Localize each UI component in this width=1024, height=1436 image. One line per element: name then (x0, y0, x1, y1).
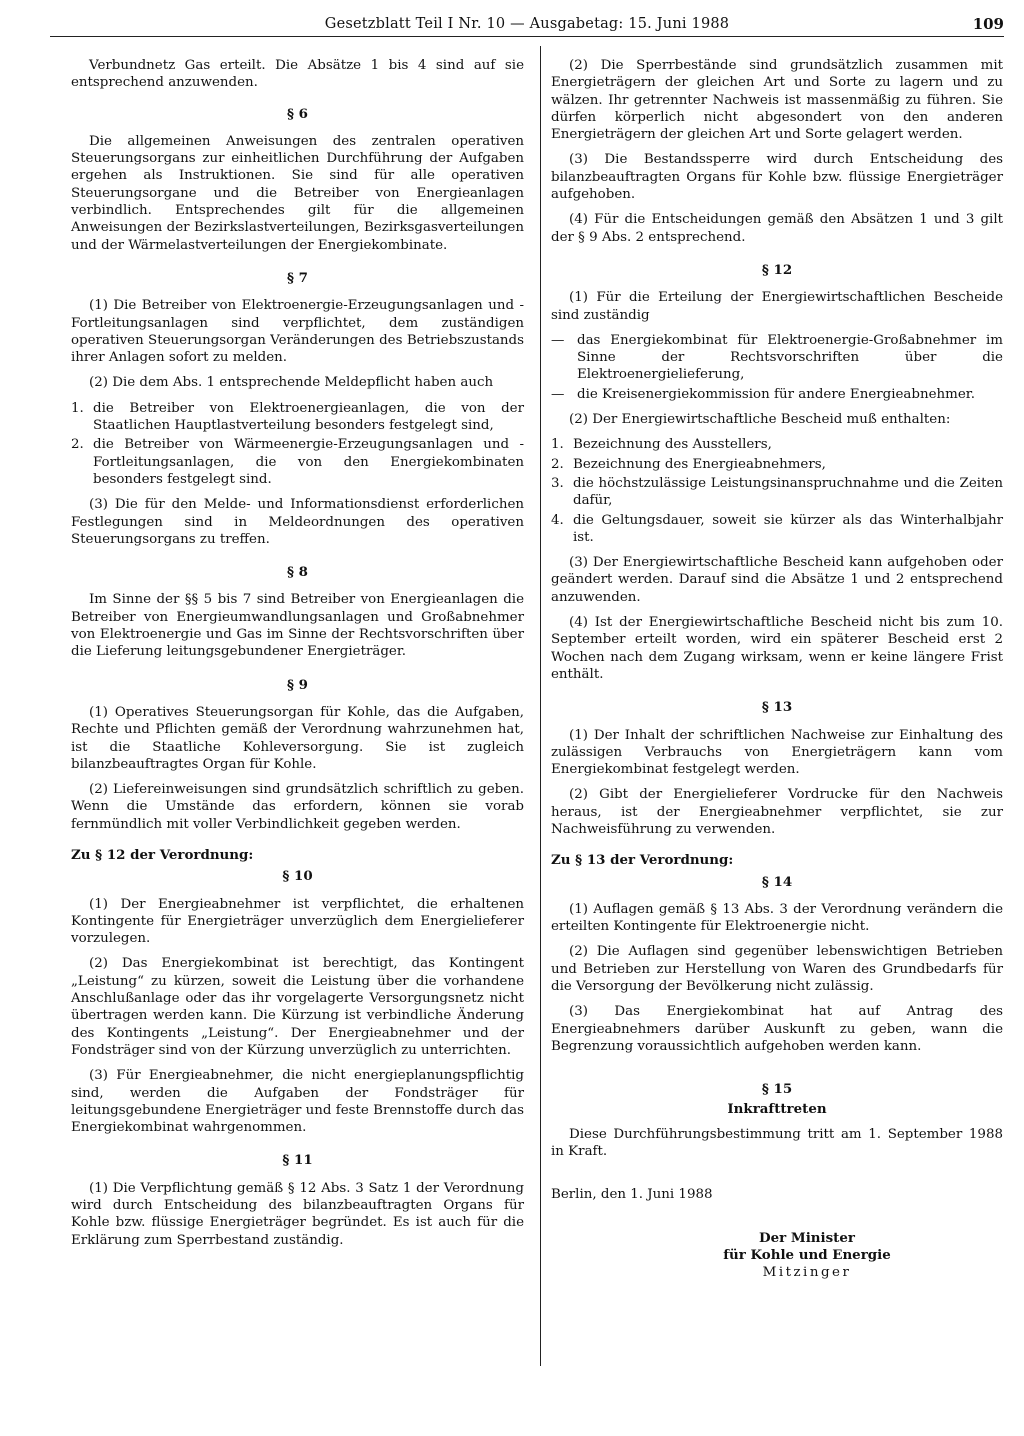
paragraph: (3) Das Energiekombinat hat auf Antrag des Energieabnehmers darüber Auskunft zu geben, wann die Begrenzung voraussichtlich aufgehoben werden kann. (551, 1004, 1003, 1054)
paragraph: (2) Liefereinweisungen sind grundsätzlich schriftlich zu geben. Wenn die Umstände das erfordern, können sie vorab fernmündlich mit voller Verbindlichkeit gegeben werden. (71, 782, 524, 832)
list-item (71, 400, 524, 435)
paragraph: (2) Die Auflagen sind gegenüber lebenswichtigen Betrieben und Betrieben zur Herstellung von Waren des Grundbedarfs für die Versorgung der Bevölkerung nicht zulässig. (551, 944, 1003, 995)
paragraph: Im Sinne der §§ 5 bis 7 sind Betreiber von Energieanlagen die Betreiber von Energieumwandlungsanlagen und Großabnehmer von Elektroenergie und Gas im Sinne der Rechtsvorschriften über die Lieferung leitungsgebundener Energieträger. (71, 592, 524, 660)
list-number: 1. (551, 437, 564, 453)
header-rule (50, 36, 1004, 37)
place-and-date: Berlin, den 1. Juni 1988 (551, 1187, 713, 1203)
dash-marker: — (551, 386, 565, 402)
carry-over-paragraph: Verbundnetz Gas erteilt. Die Absätze 1 bis 4 sind auf sie entsprechend anzuwenden. (71, 58, 524, 91)
paragraph: (3) Für Energieabnehmer, die nicht energieplanungspflichtig sind, werden die Aufgaben der Fondsträger für leitungsgebundene Energieträger und feste Brennstoffe durch das Energiekombinat wahrgenommen. (71, 1068, 524, 1136)
paragraph: (3) Die für den Melde- und Informationsdienst erforderlichen Festlegungen sind in Meldeordnungen des operativen Steuerungsorgans zu treffen. (71, 497, 524, 547)
signatory-title: Der Minister (759, 1229, 855, 1246)
section-heading-12: § 12 (761, 261, 793, 278)
section-heading-10: § 10 (282, 868, 313, 885)
gazette-title: Gesetzblatt Teil I Nr. 10 — Ausgabetag: 15. Juni 1988 (324, 16, 730, 32)
section-heading-14: § 14 (761, 873, 793, 890)
paragraph: (1) Die Verpflichtung gemäß § 12 Abs. 3 Satz 1 der Verordnung wird durch Entscheidung des bilanzbeauftragten Organs für Kohle bzw. flüssige Energieträger begründet. Es ist auch für die Erklärung zum Sperrbestand zuständig. (71, 1180, 524, 1248)
paragraph: (2) Gibt der Energielieferer Vordrucke für den Nachweis heraus, ist der Energieabnehmer verpflichtet, sie zur Nachweisführung zu verwenden. (551, 787, 1003, 837)
paragraph: (1) Der Energieabnehmer ist verpflichtet, die erhaltenen Kontingente für Energieträger unverzüglich dem Energielieferer vorzulegen. (71, 896, 524, 947)
paragraph: (3) Der Energiewirtschaftliche Bescheid kann aufgehoben oder geändert werden. Darauf sind die Absätze 1 und 2 entsprechend anzuwenden. (551, 555, 1003, 605)
list-text: die Geltungsdauer, soweit sie kürzer als das Winterhalbjahr ist. (573, 512, 1003, 545)
section-heading-8: § 8 (287, 564, 308, 581)
section-heading-9: § 9 (287, 676, 308, 693)
dash-marker: — (551, 332, 565, 348)
paragraph: Die allgemeinen Anweisungen des zentralen operativen Steuerungsorgans zur einheitlichen Durchführung der Aufgaben ergehen als Instruktionen. Sie sind für alle operativen Steuerungsorgane und die Betreiber von Energieanlagen verbindlich. Entsprechendes gilt für die allgemeinen Anweisungen der Bezirkslastverteilungen, Bezirksgasverteilungen und der Wärmelastverteilungen der Energiekombinate. (71, 133, 524, 253)
list-number: 4. (551, 512, 564, 528)
signatory-ministry: für Kohle und Energie (723, 1247, 891, 1264)
subheading-zu-13: Zu § 13 der Verordnung: (551, 852, 734, 869)
dash-text: die Kreisenergiekommission für andere Energieabnehmer. (577, 386, 975, 402)
section-heading-11: § 11 (282, 1152, 313, 1169)
paragraph: (4) Für die Entscheidungen gemäß den Absätzen 1 und 3 gilt der § 9 Abs. 2 entsprechend. (551, 212, 1003, 245)
list-item (71, 436, 524, 488)
list-text: die Betreiber von Elektroenergieanlagen, die von der Staatlichen Hauptlastverteilung besonders festgelegt sind, (93, 400, 524, 434)
list-text: die höchstzulässige Leistungsinanspruchnahme und die Zeiten dafür, (573, 475, 1003, 509)
list-text: die Betreiber von Wärmeenergie-Erzeugungsanlagen und -Fortleitungsanlagen, die von den Energiekombinaten besonders festgelegt sind. (93, 437, 524, 487)
paragraph: (3) Die Bestandssperre wird durch Entscheidung des bilanzbeauftragten Organs für Kohle bzw. flüssige Energieträger aufgehoben. (551, 152, 1003, 203)
list-text: Bezeichnung des Energieabnehmers, (573, 456, 826, 472)
page-header (50, 14, 1004, 40)
list-number: 1. (71, 400, 84, 416)
paragraph: (2) Die dem Abs. 1 entsprechende Meldepflicht haben auch (89, 375, 494, 391)
signature-block (611, 1230, 1003, 1282)
paragraph: (2) Der Energiewirtschaftliche Bescheid muß enthalten: (569, 412, 951, 428)
left-column (71, 57, 524, 1257)
section-title-inkrafttreten: Inkrafttreten (727, 1100, 827, 1117)
list-text: Bezeichnung des Ausstellers, (573, 437, 772, 453)
paragraph: (1) Der Inhalt der schriftlichen Nachweise zur Einhaltung des zulässigen Verbrauchs von Energieträgern kann vom Energiekombinat festgelegt werden. (551, 727, 1003, 778)
paragraph: Diese Durchführungsbestimmung tritt am 1. September 1988 in Kraft. (551, 1126, 1003, 1160)
list-item (551, 436, 1003, 453)
list-number: 3. (551, 475, 564, 491)
column-divider (540, 46, 541, 1366)
dash-text: das Energiekombinat für Elektroenergie-Großabnehmer im Sinne der Rechtsvorschriften über die Elektroenergielieferung, (577, 332, 1003, 383)
list-item (551, 475, 1003, 510)
paragraph: (1) Die Betreiber von Elektroenergie-Erzeugungsanlagen und -Fortleitungsanlagen sind verpflichtet, dem zuständigen operativen Steuerungsorgan Veränderungen des Betriebszustands ihrer Anlagen sofort zu melden. (71, 298, 524, 366)
paragraph: (1) Für die Erteilung der Energiewirtschaftlichen Bescheide sind zuständig (551, 290, 1003, 323)
paragraph: (2) Die Sperrbestände sind grundsätzlich zusammen mit Energieträgern der gleichen Art und Sorte zu lagern und zu wälzen. Ihr getrennter Nachweis ist massenmäßig zu führen. Sie dürfen körperlich nicht abgesondert von den anderen Energieträgern der gleichen Art und Sorte gelagert werden. (551, 58, 1003, 143)
paragraph: (2) Das Energiekombinat ist berechtigt, das Kontingent „Leistung“ zu kürzen, soweit die Leistung über die vorhandene Anschlußanlage oder das ihr vorgelagerte Versorgungsnetz nicht übertragen werden kann. Die Kürzung ist verbindliche Änderung des Kontingents „Leistung“. Der Energieabnehmer und der Fondsträger sind von der Kürzung unverzüglich zu unterrichten. (71, 956, 524, 1058)
list-number: 2. (551, 456, 564, 472)
list-item (551, 512, 1003, 547)
dash-item (551, 386, 1003, 403)
list-number: 2. (71, 437, 84, 453)
section-heading-6: § 6 (287, 105, 308, 122)
paragraph: (4) Ist der Energiewirtschaftliche Bescheid nicht bis zum 10. September erteilt worden, wird ein späterer Bescheid erst 2 Wochen nach dem Zugang wirksam, wenn er keine längere Frist enthält. (551, 615, 1003, 682)
right-column (551, 57, 1003, 1282)
section-heading-15: § 15 (761, 1081, 793, 1098)
section-heading-7: § 7 (287, 269, 308, 286)
dash-item (551, 332, 1003, 384)
subheading-zu-12: Zu § 12 der Verordnung: (71, 846, 254, 863)
page-number: 109 (972, 15, 1004, 33)
signatory-name: Mitzinger (762, 1265, 852, 1281)
list-item (551, 456, 1003, 473)
paragraph: (1) Operatives Steuerungsorgan für Kohle, das die Aufgaben, Rechte und Pflichten gemäß der Verordnung wahrzunehmen hat, ist die Staatliche Kohleversorgung. Sie ist zugleich bilanzbeauftragtes Organ für Kohle. (71, 704, 524, 772)
section-heading-13: § 13 (761, 699, 793, 716)
paragraph: (1) Auflagen gemäß § 13 Abs. 3 der Verordnung verändern die erteilten Kontingente für Elektroenergie nicht. (551, 901, 1003, 935)
